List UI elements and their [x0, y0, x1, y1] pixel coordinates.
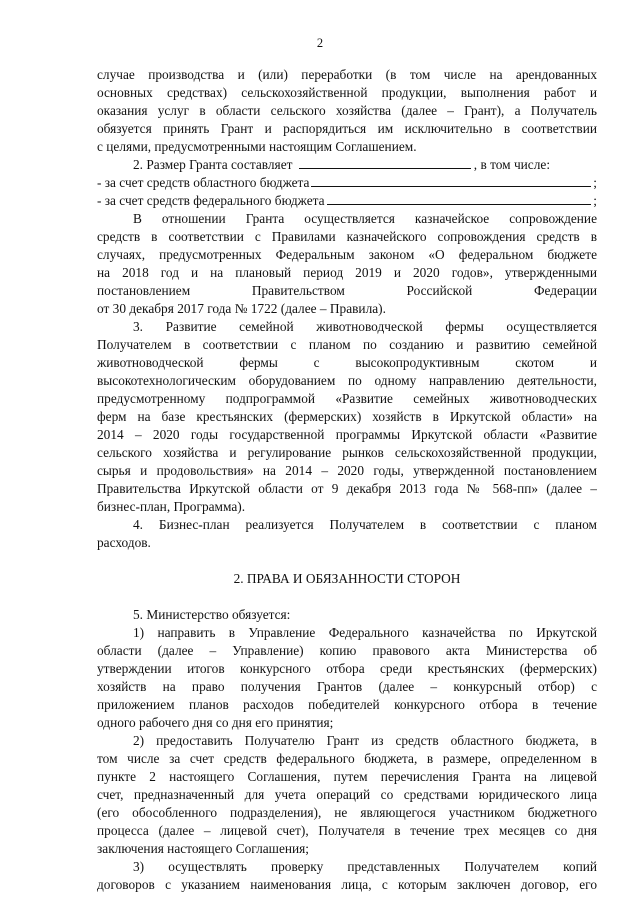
obligation-2-line: счет, предназначенный для учета операций со средствами юридического лица [97, 787, 597, 802]
intro-line: основных средствах) сельскохозяйственной продукции, выполнения работ и [97, 85, 597, 100]
intro-line: с целями, предусмотренными настоящим Соглашением. [97, 139, 417, 154]
obligation-1-line: области (далее – Управление) копию правового акта Министерства об [97, 643, 597, 658]
p3-line: высокотехнологическим оборудованием по одному направлению деятельности, [97, 373, 597, 388]
p3-line: ферм на базе крестьянских (фермерских) хозяйств в Иркутской области» на [97, 409, 597, 424]
intro-line: обязуется принять Грант и распорядиться им исключительно в соответствии [97, 121, 597, 136]
treasury-line: случаях, предусмотренных Федеральным законом «О федеральном бюджете [97, 247, 597, 262]
federal-budget-line [97, 192, 597, 210]
intro-line: случае производства и (или) переработки (в том числе на арендованных [97, 67, 597, 82]
p3-line: 3. Развитие семейной животноводческой фермы осуществляется [133, 319, 597, 334]
treasury-line: на 2018 год и на плановый период 2019 и 2020 годов», утвержденными [97, 265, 597, 280]
treasury-line: В отношении Гранта осуществляется казначейское сопровождение [133, 211, 597, 226]
grant-amount-blank [299, 156, 471, 169]
obligation-3-line: договоров с указанием наименования лица, с которым заключен договор, его [97, 877, 597, 892]
p4-line: 4. Бизнес-план реализуется Получателем в соответствии с планом [133, 517, 597, 532]
p3-line: 2014 – 2020 годы государственной программы Иркутской области «Развитие [97, 427, 597, 442]
federal-budget-end: ; [593, 193, 597, 208]
obligation-1-line: приложением планов расходов победителей конкурсного отбора в течение [97, 697, 597, 712]
p4-line: расходов. [97, 535, 151, 550]
treasury-line: постановлением Правительством Российской Федерации [97, 283, 597, 298]
grant-amount-tail: , в том числе: [473, 157, 551, 172]
federal-budget-label: - за счет средств федерального бюджета [97, 193, 325, 208]
obligation-2-line: 2) предоставить Получателю Грант из средств областного бюджета, в [133, 733, 597, 748]
obligation-3-line: 3) осуществлять проверку представленных Получателем копий [133, 859, 597, 874]
p3-line: животноводческой фермы с высокопродуктивным скотом и [97, 355, 597, 370]
obligation-2-line: процесса (далее – лицевой счет), Получателя в течение трех месяцев со дня [97, 823, 597, 838]
treasury-line: средств в соответствии с Правилами казначейского сопровождения средств в [97, 229, 597, 244]
obligation-1-line: утверждении итогов конкурсного отбора среди крестьянских (фермерских) [97, 661, 597, 676]
obligation-1-line: одного рабочего дня со дня его принятия; [97, 715, 334, 730]
obligation-1-line: хозяйств на право получения Грантов (далее – конкурсный отбор) с [97, 679, 597, 694]
p3-line: Получателем в соответствии с планом по созданию и развитию семейной [97, 337, 597, 352]
obligation-2-line: заключения настоящего Соглашения; [97, 841, 310, 856]
p3-line: сырья и продовольствия» на 2014 – 2020 годы, утвержденной постановлением [97, 463, 597, 478]
obligation-2-line: том числе за счет средств федерального бюджета, в размере, определенном в [97, 751, 597, 766]
regional-budget-blank [311, 174, 591, 187]
p3-line: бизнес-план, Программа). [97, 499, 246, 514]
federal-budget-blank [327, 192, 592, 205]
treasury-line: от 30 декабря 2017 года № 1722 (далее – Правила). [97, 301, 386, 316]
grant-amount-line [133, 156, 597, 174]
p3-line: Правительства Иркутской области от 9 декабря 2013 года № 568-пп» (далее – [97, 481, 597, 496]
section-heading: 2. ПРАВА И ОБЯЗАННОСТИ СТОРОН [233, 571, 461, 586]
p3-line: предусмотренному подпрограммой «Развитие семейных животноводческих [97, 391, 597, 406]
obligation-2-line: (его обособленного подразделения), не являющегося участником бюджетного [97, 805, 597, 820]
obligation-2-line: пункте 2 настоящего Соглашения, путем перечисления Гранта на лицевой [97, 769, 597, 784]
regional-budget-line [97, 174, 597, 192]
page-number: 2 [316, 36, 324, 50]
obligation-1-line: 1) направить в Управление Федерального казначейства по Иркутской [133, 625, 597, 640]
grant-amount-label: 2. Размер Гранта составляет [133, 157, 293, 172]
p3-line: сельского хозяйства и регулирование рынков сельскохозяйственной продукции, [97, 445, 597, 460]
regional-budget-end: ; [593, 175, 597, 190]
intro-line: оказания услуг в области сельского хозяйства (далее – Грант), а Получатель [97, 103, 597, 118]
ministry-obligations-title: 5. Министерство обязуется: [133, 607, 291, 622]
regional-budget-label: - за счет средств областного бюджета [97, 175, 310, 190]
